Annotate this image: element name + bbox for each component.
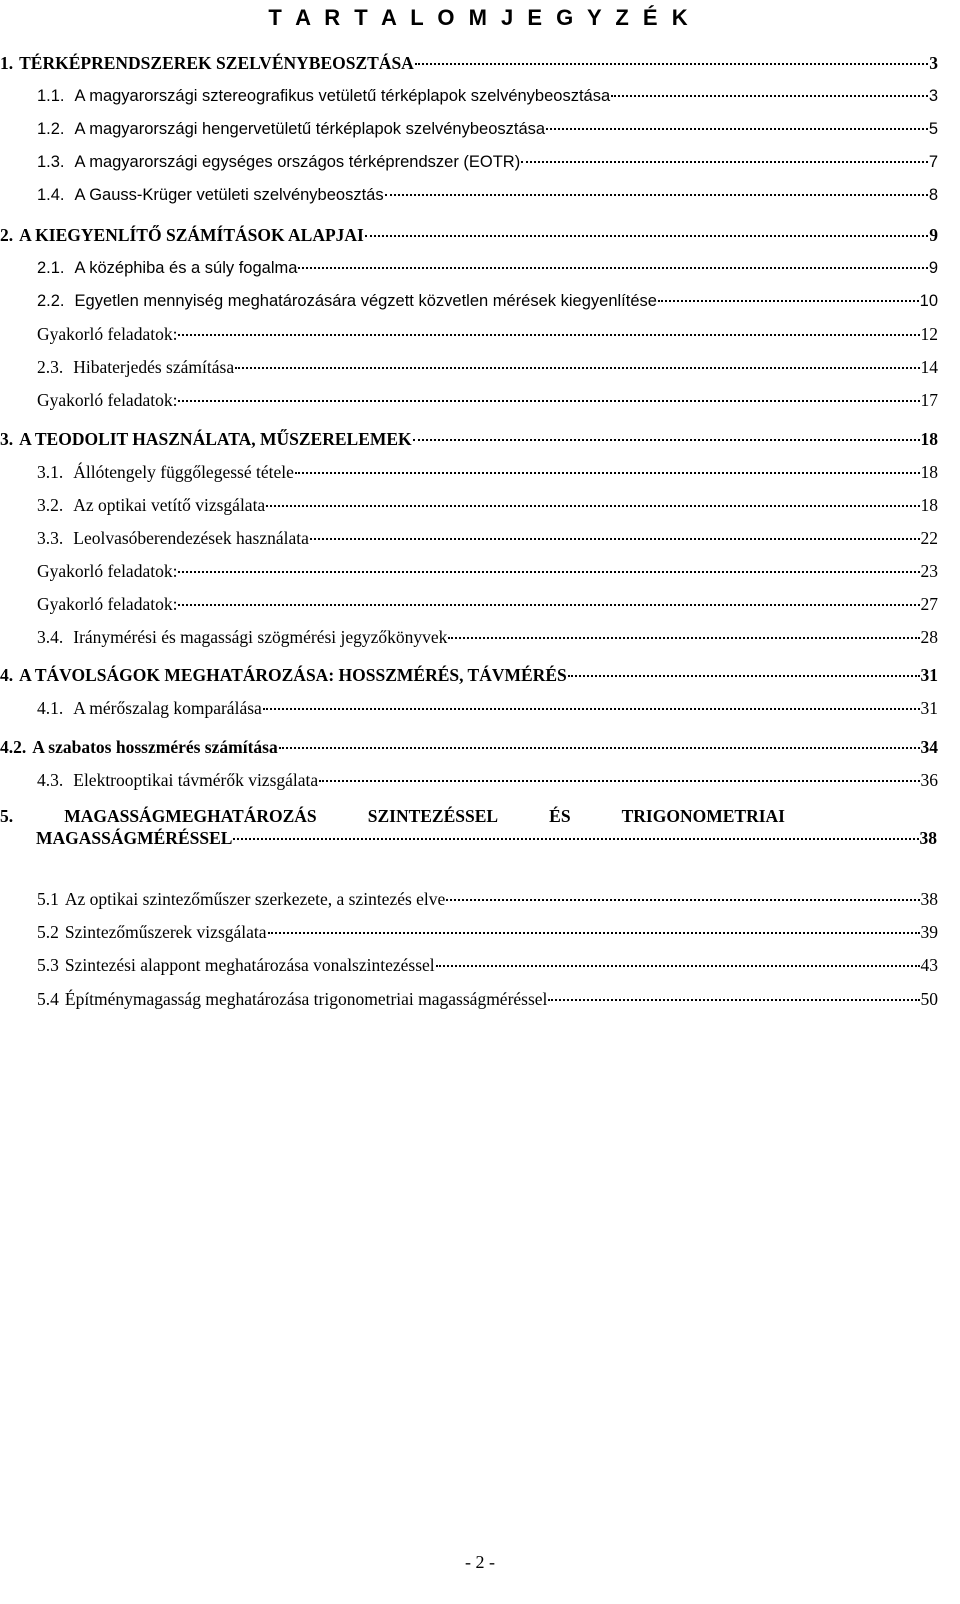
- dot-leader: [178, 604, 919, 606]
- toc-entry[interactable]: [37, 888, 938, 910]
- toc-entry-page: 7: [928, 153, 938, 171]
- toc-entry[interactable]: [0, 224, 938, 246]
- toc-entry-text: Gyakorló feladatok:: [37, 561, 178, 581]
- toc-entry[interactable]: [37, 954, 938, 976]
- toc-entry-number: 1.1.: [37, 87, 65, 105]
- toc-entry-number: 2.3.: [37, 357, 64, 377]
- toc-entry[interactable]: [37, 356, 938, 378]
- toc-entry-number: 5.4: [37, 989, 59, 1009]
- toc-entry-number: 2.: [0, 225, 14, 245]
- toc-entry-5-number: 5.: [0, 806, 14, 826]
- toc-entry-page: 38: [920, 889, 938, 909]
- dot-leader: [233, 838, 918, 840]
- dot-leader: [446, 899, 919, 901]
- toc-entry-text: Gyakorló feladatok:: [37, 324, 178, 344]
- dot-leader: [548, 999, 919, 1001]
- toc-entry-number: 5.1: [37, 889, 59, 909]
- toc-entry-5-word-2: SZINTEZÉSSEL: [367, 806, 499, 826]
- toc-entry-text: Építménymagasság meghatározása trigonometriai magasságméréssel: [64, 989, 548, 1009]
- dot-leader: [385, 194, 928, 196]
- toc-entry[interactable]: [37, 527, 938, 549]
- toc-entry[interactable]: [37, 118, 938, 140]
- toc-entry-page: 18: [920, 495, 938, 515]
- dot-leader: [235, 367, 919, 369]
- toc-entry-page: 9: [929, 225, 938, 245]
- toc-entry-text: Az optikai vetítő vizsgálata: [73, 495, 266, 515]
- toc-entry-text: A TÁVOLSÁGOK MEGHATÁROZÁSA: HOSSZMÉRÉS, TÁVMÉRÉS: [19, 665, 567, 685]
- toc-entry-number: 4.1.: [37, 698, 64, 718]
- dot-leader: [521, 161, 928, 163]
- toc-entry-text: A Gauss-Krüger vetületi szelvénybeosztás: [74, 186, 384, 204]
- toc-entry-number: 3.1.: [37, 462, 64, 482]
- toc-entry-number: 4.3.: [37, 770, 64, 790]
- page-number: - 2 -: [465, 1552, 495, 1572]
- dot-leader: [178, 400, 919, 402]
- dot-leader: [319, 780, 919, 782]
- toc-entry[interactable]: [37, 184, 938, 206]
- dot-leader: [279, 747, 920, 749]
- toc-entry-page: 22: [920, 528, 938, 548]
- dot-leader: [415, 63, 928, 65]
- toc-entry-number: 1.3.: [37, 153, 65, 171]
- toc-entry[interactable]: [37, 389, 938, 411]
- toc-entry-page: 17: [920, 390, 938, 410]
- toc-entry-5-text-line2: MAGASSÁGMÉRÉSSEL: [36, 828, 233, 848]
- dot-leader: [263, 708, 920, 710]
- dot-leader: [365, 235, 928, 237]
- dot-leader: [268, 932, 920, 934]
- toc-entry-number: 1.2.: [37, 120, 65, 138]
- toc-entry-page: 39: [920, 922, 938, 942]
- toc-entry-text: Gyakorló feladatok:: [37, 594, 178, 614]
- dot-leader: [611, 95, 928, 97]
- toc-entry-text: Iránymérési és magassági szögmérési jegyzőkönyvek: [73, 627, 448, 647]
- toc-entry[interactable]: [37, 461, 938, 483]
- toc-entry-text: A középhiba és a súly fogalma: [74, 259, 298, 277]
- dot-leader: [413, 439, 920, 441]
- toc-entry-text: Gyakorló feladatok:: [37, 390, 178, 410]
- toc-entry-text: A TEODOLIT HASZNÁLATA, MŰSZERELEMEK: [19, 429, 412, 449]
- dot-leader: [310, 538, 920, 540]
- toc-entry-number: 3.3.: [37, 528, 64, 548]
- toc-entry-page: 27: [920, 594, 938, 614]
- toc-entry-number: 5.3: [37, 955, 59, 975]
- toc-entry-5-word-1: MAGASSÁGMEGHATÁROZÁS: [64, 806, 317, 826]
- toc-entry[interactable]: [37, 697, 938, 719]
- toc-entry-page: 28: [920, 627, 938, 647]
- toc-entry-text: Az optikai szintezőműszer szerkezete, a szintezés elve: [64, 889, 446, 909]
- toc-entry[interactable]: [0, 664, 938, 686]
- toc-entry-number: 3.4.: [37, 627, 64, 647]
- toc-entry[interactable]: [37, 257, 938, 279]
- dot-leader: [295, 472, 920, 474]
- toc-entry-page: 10: [919, 292, 938, 310]
- toc-entry-text: A magyarországi egységes országos térképrendszer (EOTR): [74, 153, 521, 171]
- toc-entry-page: 34: [920, 737, 938, 757]
- toc-entry-5-page: 38: [919, 828, 937, 848]
- toc-entry[interactable]: [37, 988, 938, 1010]
- toc-entry-5-word-3: ÉS: [549, 806, 571, 826]
- dot-leader: [546, 128, 928, 130]
- toc-entry-text: Elektrooptikai távmérők vizsgálata: [73, 770, 319, 790]
- toc-entry-number: 2.2.: [37, 292, 65, 310]
- toc-entry[interactable]: [37, 921, 938, 943]
- toc-entry-number: 1.4.: [37, 186, 65, 204]
- dot-leader: [448, 637, 919, 639]
- toc-entry-5[interactable]: [0, 805, 937, 849]
- toc-entry-number: 4.: [0, 665, 14, 685]
- toc-entry-page: 43: [920, 955, 938, 975]
- toc-entry-page: 50: [920, 989, 938, 1009]
- toc-entry-number: 3.2.: [37, 495, 64, 515]
- toc-entry[interactable]: [0, 52, 938, 74]
- toc-entry-5-line1: [0, 805, 785, 827]
- toc-entry-page: 31: [920, 698, 938, 718]
- toc-entry-page: 18: [920, 429, 938, 449]
- toc-entry[interactable]: [0, 428, 938, 450]
- toc-entry-page: 31: [920, 665, 938, 685]
- toc-entry-text: A magyarországi hengervetületű térképlapok szelvénybeosztása: [74, 120, 546, 138]
- toc-entry[interactable]: [37, 494, 938, 516]
- toc-entry[interactable]: [37, 626, 938, 648]
- toc-entry[interactable]: [37, 560, 938, 582]
- toc-entry[interactable]: [37, 769, 938, 791]
- toc-entry-page: 3: [928, 87, 938, 105]
- toc-entry[interactable]: [0, 736, 938, 758]
- toc-entry-number: 4.2.: [0, 737, 27, 757]
- dot-leader: [298, 267, 927, 269]
- toc-entry-text: Állótengely függőlegessé tétele: [73, 462, 294, 482]
- toc-entry-number: 5.2: [37, 922, 59, 942]
- toc-entry-text: Szintezési alappont meghatározása vonalszintezéssel: [64, 955, 435, 975]
- dot-leader: [178, 571, 919, 573]
- toc-entry[interactable]: [37, 85, 938, 107]
- toc-entry[interactable]: [37, 593, 938, 615]
- toc-entry-text: A magyarországi sztereografikus vetületű térképlapok szelvénybeosztása: [74, 87, 611, 105]
- dot-leader: [266, 505, 919, 507]
- toc-entry-page: 14: [920, 357, 938, 377]
- toc-entry-page: 18: [920, 462, 938, 482]
- toc-entry-page: 12: [920, 324, 938, 344]
- dot-leader: [568, 675, 920, 677]
- toc-entry-page: 9: [928, 259, 938, 277]
- toc-entry[interactable]: [37, 290, 938, 312]
- toc-entry-text: A KIEGYENLÍTŐ SZÁMÍTÁSOK ALAPJAI: [19, 225, 364, 245]
- toc-entry-page: 3: [929, 53, 938, 73]
- toc-entry-text: Egyetlen mennyiség meghatározására végzett közvetlen mérések kiegyenlítése: [74, 292, 657, 310]
- toc-entry-page: 36: [920, 770, 938, 790]
- toc-entry-5-line2: [36, 827, 937, 849]
- toc-entry-number: 1.: [0, 53, 14, 73]
- toc-entry[interactable]: [37, 323, 938, 345]
- toc-entry-page: 8: [928, 186, 938, 204]
- toc-entry-text: Leolvasóberendezések használata: [73, 528, 309, 548]
- toc-entry[interactable]: [37, 151, 938, 173]
- toc-entry-text: A szabatos hosszmérés számítása: [32, 737, 278, 757]
- toc-entry-page: 23: [920, 561, 938, 581]
- toc-entry-text: Szintezőműszerek vizsgálata: [64, 922, 267, 942]
- toc-title: T A R T A L O M J E G Y Z É K: [268, 5, 692, 30]
- toc-entry-number: 3.: [0, 429, 14, 449]
- toc-entry-5-word-4: TRIGONOMETRIAI: [621, 806, 785, 826]
- toc-entry-number: 2.1.: [37, 259, 65, 277]
- toc-entry-page: 5: [928, 120, 938, 138]
- toc-entry-text: Hibaterjedés számítása: [73, 357, 235, 377]
- toc-entry-text: TÉRKÉPRENDSZEREK SZELVÉNYBEOSZTÁSA: [19, 53, 414, 73]
- dot-leader: [436, 965, 920, 967]
- toc-entry-text: A mérőszalag komparálása: [73, 698, 262, 718]
- dot-leader: [658, 300, 919, 302]
- dot-leader: [178, 334, 919, 336]
